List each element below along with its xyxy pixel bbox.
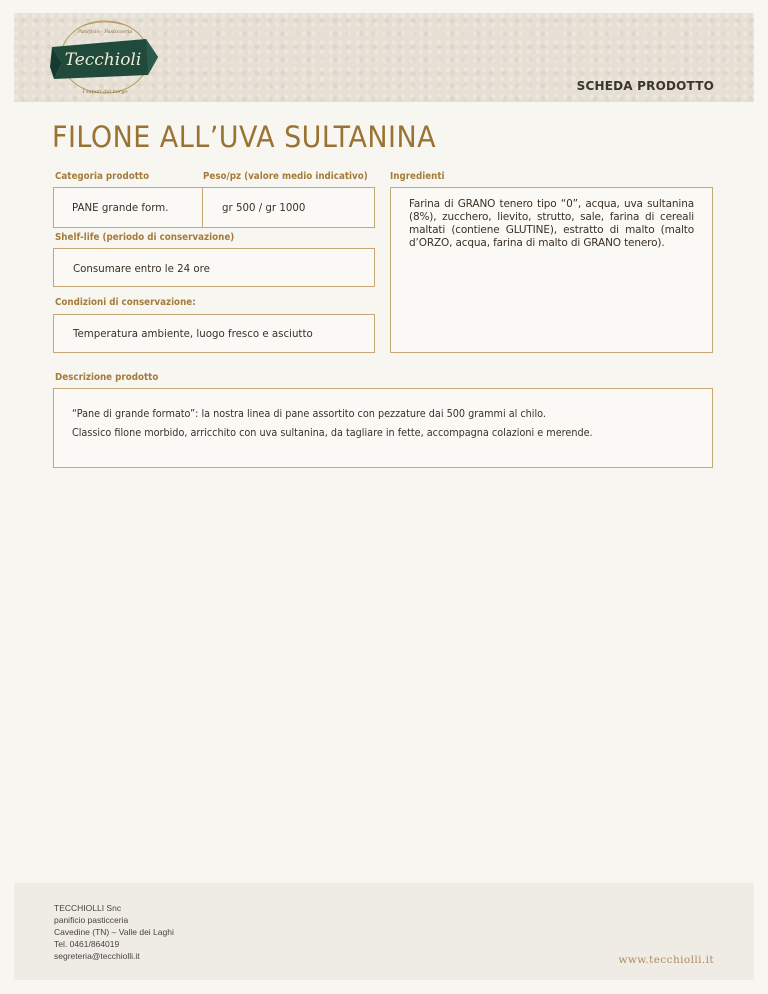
logo-bottom-text: I sapori del borgo — [82, 89, 128, 95]
weight-box — [202, 187, 375, 228]
weight-value: gr 500 / gr 1000 — [222, 201, 306, 214]
shelf-life-label: Shelf-life (periodo di conservazione) — [55, 232, 235, 243]
product-title: FILONE ALL’UVA SULTANINA — [52, 120, 437, 154]
category-box — [53, 187, 203, 228]
category-label: Categoria prodotto — [55, 171, 150, 182]
ingredients-box — [390, 187, 713, 353]
footer-activity: panificio pasticceria — [54, 915, 129, 925]
logo-top-text: Panificio - Pasticceria — [77, 29, 133, 35]
shelf-life-value: Consumare entro le 24 ore — [73, 262, 210, 275]
ingredients-value: Farina di GRANO tenero tipo “0”, acqua, uva sultanina (8%), zucchero, lievito, strutto, sale, farina di cereali maltati (contiene GLUTINE), estratto di malto (malto d’ORZO, acqua, farina di malto di GRANO tenero). — [409, 198, 694, 249]
footer-address: Cavedine (TN) – Valle dei Laghi — [54, 927, 174, 937]
header-banner — [14, 13, 754, 102]
description-label: Descrizione prodotto — [55, 372, 159, 383]
storage-box — [53, 314, 375, 353]
tecchiolli-logo — [50, 17, 160, 99]
shelf-life-box — [53, 248, 375, 287]
storage-label: Condizioni di conservazione: — [55, 297, 196, 308]
footer-company: TECCHIOLLI Snc — [54, 903, 122, 913]
footer — [14, 883, 754, 980]
description-box — [53, 388, 713, 468]
footer-email: segreteria@tecchiolli.it — [54, 951, 140, 961]
description-line-1: “Pane di grande formato”: la nostra linea di pane assortito con pezzature dai 500 grammi al chilo. — [72, 408, 546, 420]
document-type: SCHEDA PRODOTTO — [576, 79, 714, 93]
weight-label: Peso/pz (valore medio indicativo) — [203, 171, 368, 182]
footer-website: www.tecchiolli.it — [618, 954, 714, 966]
category-value: PANE grande form. — [72, 201, 169, 214]
storage-value: Temperatura ambiente, luogo fresco e asciutto — [73, 327, 313, 340]
footer-phone: Tel. 0461/864019 — [54, 939, 120, 949]
ingredients-label: Ingredienti — [390, 171, 445, 182]
logo-brand-text: Tecchioli — [64, 50, 142, 70]
description-line-2: Classico filone morbido, arricchito con uva sultanina, da tagliare in fette, accompagna colazioni e merende. — [72, 427, 593, 439]
